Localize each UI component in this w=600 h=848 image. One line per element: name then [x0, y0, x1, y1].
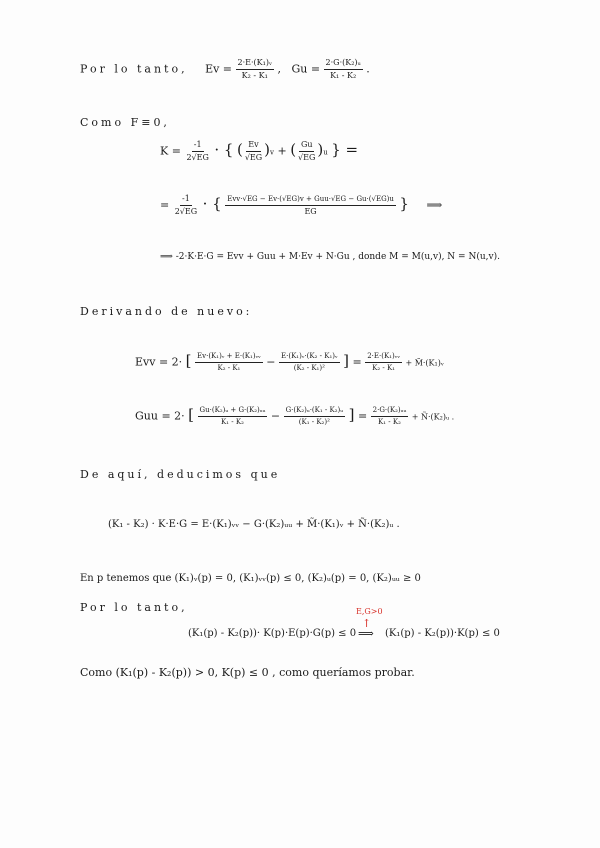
- guu-f3-num: 2·G·(K₂)ᵤᵤ: [371, 406, 409, 417]
- ev-denominator: K₂ - K₁: [241, 71, 268, 80]
- k-term1-num: Ev: [246, 140, 260, 152]
- k-term2-num: Gu: [299, 140, 315, 152]
- evv-f2-num: E·(K₁)ᵥ·(K₂ - K₁)ᵥ: [279, 352, 340, 363]
- k-term1-den: √EG: [244, 153, 263, 162]
- evv-minus: −: [266, 355, 276, 369]
- k2-coef-num: -1: [180, 194, 192, 206]
- evv-tail: + M̃·(K₁)ᵥ: [405, 358, 444, 368]
- evv-f1-den: K₂ - K₁: [217, 364, 241, 372]
- guu-f2-den: (K₁ - K₂)²: [298, 418, 330, 426]
- comma: ,: [277, 62, 281, 76]
- gu-lhs: Gu =: [291, 62, 321, 76]
- brace-close-2: }: [399, 194, 409, 213]
- inequality-right: (K₁(p) - K₂(p))·K(p) ≤ 0: [385, 628, 500, 639]
- evv-two: 2·: [171, 355, 183, 369]
- line-como-f: Como F≡0,: [80, 116, 170, 129]
- conclusion-line: Como (K₁(p) - K₂(p)) > 0, K(p) ≤ 0 , como queríamos probar.: [80, 666, 415, 679]
- en-p-line: En p tenemos que (K₁)ᵥ(p) = 0, (K₁)ᵥᵥ(p) ≤ 0, (K₂)ᵤ(p) = 0, (K₂)ᵤᵤ ≥ 0: [80, 573, 421, 584]
- eq-sign: =: [160, 198, 170, 212]
- inequality-arrow: ⟹: [358, 627, 374, 640]
- evv-eq: =: [352, 355, 362, 369]
- deaqui-heading: De aquí, deducimos que: [80, 468, 281, 481]
- k-term2-den: √EG: [298, 153, 316, 162]
- ev-fraction: [236, 58, 274, 81]
- k2-coef-den: 2√EG: [174, 207, 198, 216]
- evv-f3-den: K₂ - K₁: [372, 364, 396, 372]
- k-term1-fraction: [243, 140, 264, 163]
- gu-numerator: 2·G·(K₂)ᵤ: [324, 58, 363, 70]
- inequality-left: (K₁(p) - K₂(p))· K(p)·E(p)·G(p) ≤ 0: [188, 628, 357, 639]
- k-equation: K = $\frac{-1}{2√EG}$ · { ( $\frac{Ev}{√EG}$ )v + ( $\frac{Gu}{√EG}$ )u } =: [160, 140, 359, 162]
- plus: +: [277, 144, 287, 158]
- k-coef-fraction: [184, 140, 210, 163]
- k2-main-num: Evv·√EG − Ev·(√EG)v + Guu·√EG − Gu·(√EG)u: [225, 195, 396, 206]
- k-term1-sub: v: [270, 148, 274, 157]
- line-por-lo-tanto-ev-gu: [80, 58, 370, 81]
- k2-main-fraction: [225, 195, 396, 217]
- guu-f1-den: K₁ - K₂: [221, 418, 244, 426]
- brace-open-2: · {: [202, 194, 222, 213]
- guu-tail: + Ñ·(K₂)ᵤ .: [411, 412, 455, 422]
- implies-arrow: ⟹: [426, 198, 443, 212]
- k2-main-den: EG: [304, 206, 317, 216]
- lead-text: Por lo tanto,: [80, 62, 188, 76]
- gu-fraction: [324, 58, 363, 81]
- evv-f1-num: Ev·(K₁)ᵥ + E·(K₁)ᵥᵥ: [195, 352, 263, 363]
- evv-f2-den: (K₂ - K₁)²: [293, 364, 325, 372]
- k-equation-result: ⟹ -2·K·E·G = Evv + Guu + M·Ev + N·Gu , donde M = M(u,v), N = N(u,v).: [160, 252, 500, 262]
- result-equation: (K₁ - K₂) · K·E·G = E·(K₁)ᵥᵥ − G·(K₂)ᵤᵤ + M̃·(K₁)ᵥ + Ñ·(K₂)ᵤ .: [108, 519, 400, 530]
- brace-open: · {: [214, 140, 234, 159]
- guu-lhs: Guu =: [135, 409, 171, 423]
- guu-f3: [371, 406, 409, 427]
- k-coef-num: -1: [192, 140, 204, 152]
- guu-f3-den: K₁ - K₂: [378, 418, 401, 426]
- guu-two: 2·: [174, 409, 185, 423]
- guu-f2-num: G·(K₂)ᵤ·(K₁ - K₂)ᵤ: [284, 406, 345, 417]
- guu-f1: [198, 406, 268, 427]
- ev-lhs: Ev =: [205, 62, 233, 76]
- evv-f3-num: 2·E·(K₁)ᵥᵥ: [365, 352, 402, 363]
- k-term2-fraction: [296, 140, 317, 163]
- k2-coef-fraction: [173, 194, 199, 217]
- k-coef-den: 2√EG: [186, 153, 209, 162]
- positivity-note: E,G>0: [356, 607, 383, 616]
- evv-lhs: Evv =: [135, 355, 169, 369]
- k-term2-sub: u: [323, 148, 328, 157]
- guu-f2: [284, 406, 345, 427]
- gu-denominator: K₁ - K₂: [330, 71, 357, 80]
- k-lhs: K =: [160, 144, 181, 158]
- por-lo-tanto-line: Por lo tanto,: [80, 601, 188, 614]
- derivando-heading: Derivando de nuevo:: [80, 305, 253, 318]
- guu-eq: =: [357, 409, 368, 423]
- note-arrow: ↑: [362, 617, 372, 630]
- guu-f1-num: Gu·(K₂)ᵤ + G·(K₂)ᵤᵤ: [198, 406, 268, 417]
- ev-numerator: 2·E·(K₁)ᵥ: [236, 58, 274, 70]
- guu-equation: Guu = 2· [ $\frac{\text{Gu·(K₂)ᵤ + G·(K₂)ᵤᵤ}}{\text{K₁ - K₂}}$ − $\frac{\text{G·(K₂)ᵤ·(K₁ - K₂)ᵤ}}{\text{(K₁ - K₂)²}}$ ] = $\frac{\text{2·G·(K₂)ᵤᵤ}}{\text{K₁ - K₂}}$ + Ñ·(K₂)ᵤ .: [135, 405, 455, 426]
- evv-f1: [195, 352, 263, 373]
- guu-minus: −: [270, 409, 281, 423]
- evv-f2: [279, 352, 340, 373]
- evv-equation: Evv = 2· [ $\frac{\text{Ev·(K₁)ᵥ + E·(K₁)ᵥᵥ}}{\text{K₂ - K₁}}$ − $\frac{\text{E·(K₁)ᵥ·(K₂ - K₁)ᵥ}}{\text{(K₂ - K₁)²}}$ ] = $\frac{\text{2·E·(K₁)ᵥᵥ}}{\text{K₂ - K₁}}$ + M̃·(K₁)ᵥ: [135, 351, 444, 372]
- brace-close: } =: [331, 140, 359, 159]
- k-equation-expanded: [160, 194, 442, 217]
- evv-f3: [365, 352, 402, 373]
- period: .: [366, 62, 370, 76]
